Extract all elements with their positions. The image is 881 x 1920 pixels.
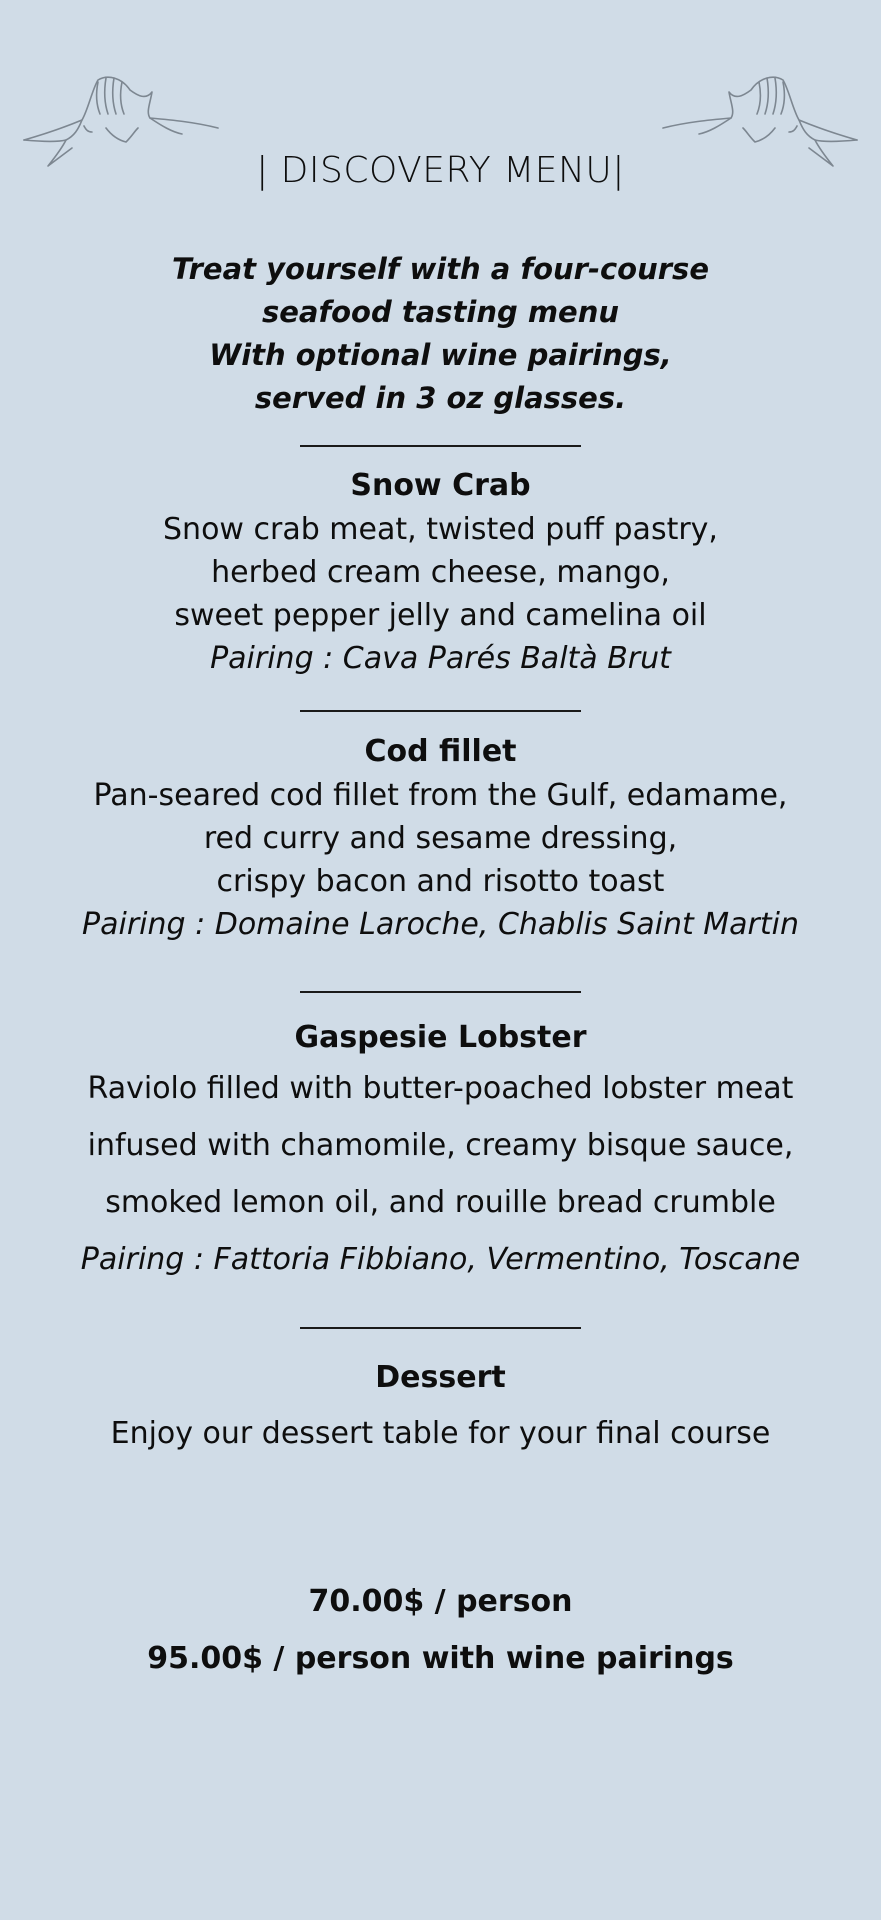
- course-description-line: crispy bacon and risotto toast: [216, 864, 665, 899]
- course-description-line: infused with chamomile, creamy bisque sauce,: [87, 1128, 794, 1163]
- course-description-line: smoked lemon oil, and rouille bread crumble: [105, 1185, 776, 1220]
- course-name: Cod fillet: [364, 734, 517, 769]
- intro-line: With optional wine pairings,: [209, 338, 672, 372]
- course-pairing: Pairing : Domaine Laroche, Chablis Saint Martin: [82, 907, 799, 942]
- course-snow-crab: [0, 464, 881, 680]
- section-divider: [300, 991, 581, 993]
- course-pairing: Pairing : Fattoria Fibbiano, Vermentino, Toscane: [80, 1242, 801, 1277]
- menu-intro: [0, 248, 881, 420]
- course-gaspesie-lobster: [0, 1016, 881, 1288]
- course-name: Gaspesie Lobster: [294, 1020, 587, 1055]
- section-divider: [300, 445, 581, 447]
- course-pairing: Pairing : Cava Parés Baltà Brut: [210, 641, 671, 676]
- course-description-line: sweet pepper jelly and camelina oil: [174, 598, 707, 633]
- course-description-line: Raviolo filled with butter-poached lobster meat: [87, 1071, 794, 1106]
- price-with-pairings: 95.00$ / person with wine pairings: [147, 1641, 734, 1676]
- course-description-line: red curry and sesame dressing,: [203, 821, 678, 856]
- course-name: Dessert: [375, 1360, 506, 1395]
- menu-title: | DISCOVERY MENU|: [256, 150, 625, 191]
- intro-line: Treat yourself with a four-course: [172, 252, 709, 286]
- course-description-line: Snow crab meat, twisted puff pastry,: [163, 512, 718, 547]
- section-divider: [300, 1327, 581, 1329]
- intro-line: seafood tasting menu: [262, 295, 619, 329]
- course-description-line: Enjoy our dessert table for your final course: [110, 1416, 771, 1451]
- course-description-line: herbed cream cheese, mango,: [211, 555, 670, 590]
- course-dessert: [0, 1356, 881, 1455]
- intro-line: served in 3 oz glasses.: [254, 381, 627, 415]
- course-cod-fillet: [0, 730, 881, 946]
- course-description-line: Pan-seared cod fillet from the Gulf, edamame,: [93, 778, 788, 813]
- section-divider: [300, 710, 581, 712]
- course-name: Snow Crab: [350, 468, 531, 503]
- price-standard: 70.00$ / person: [308, 1584, 573, 1619]
